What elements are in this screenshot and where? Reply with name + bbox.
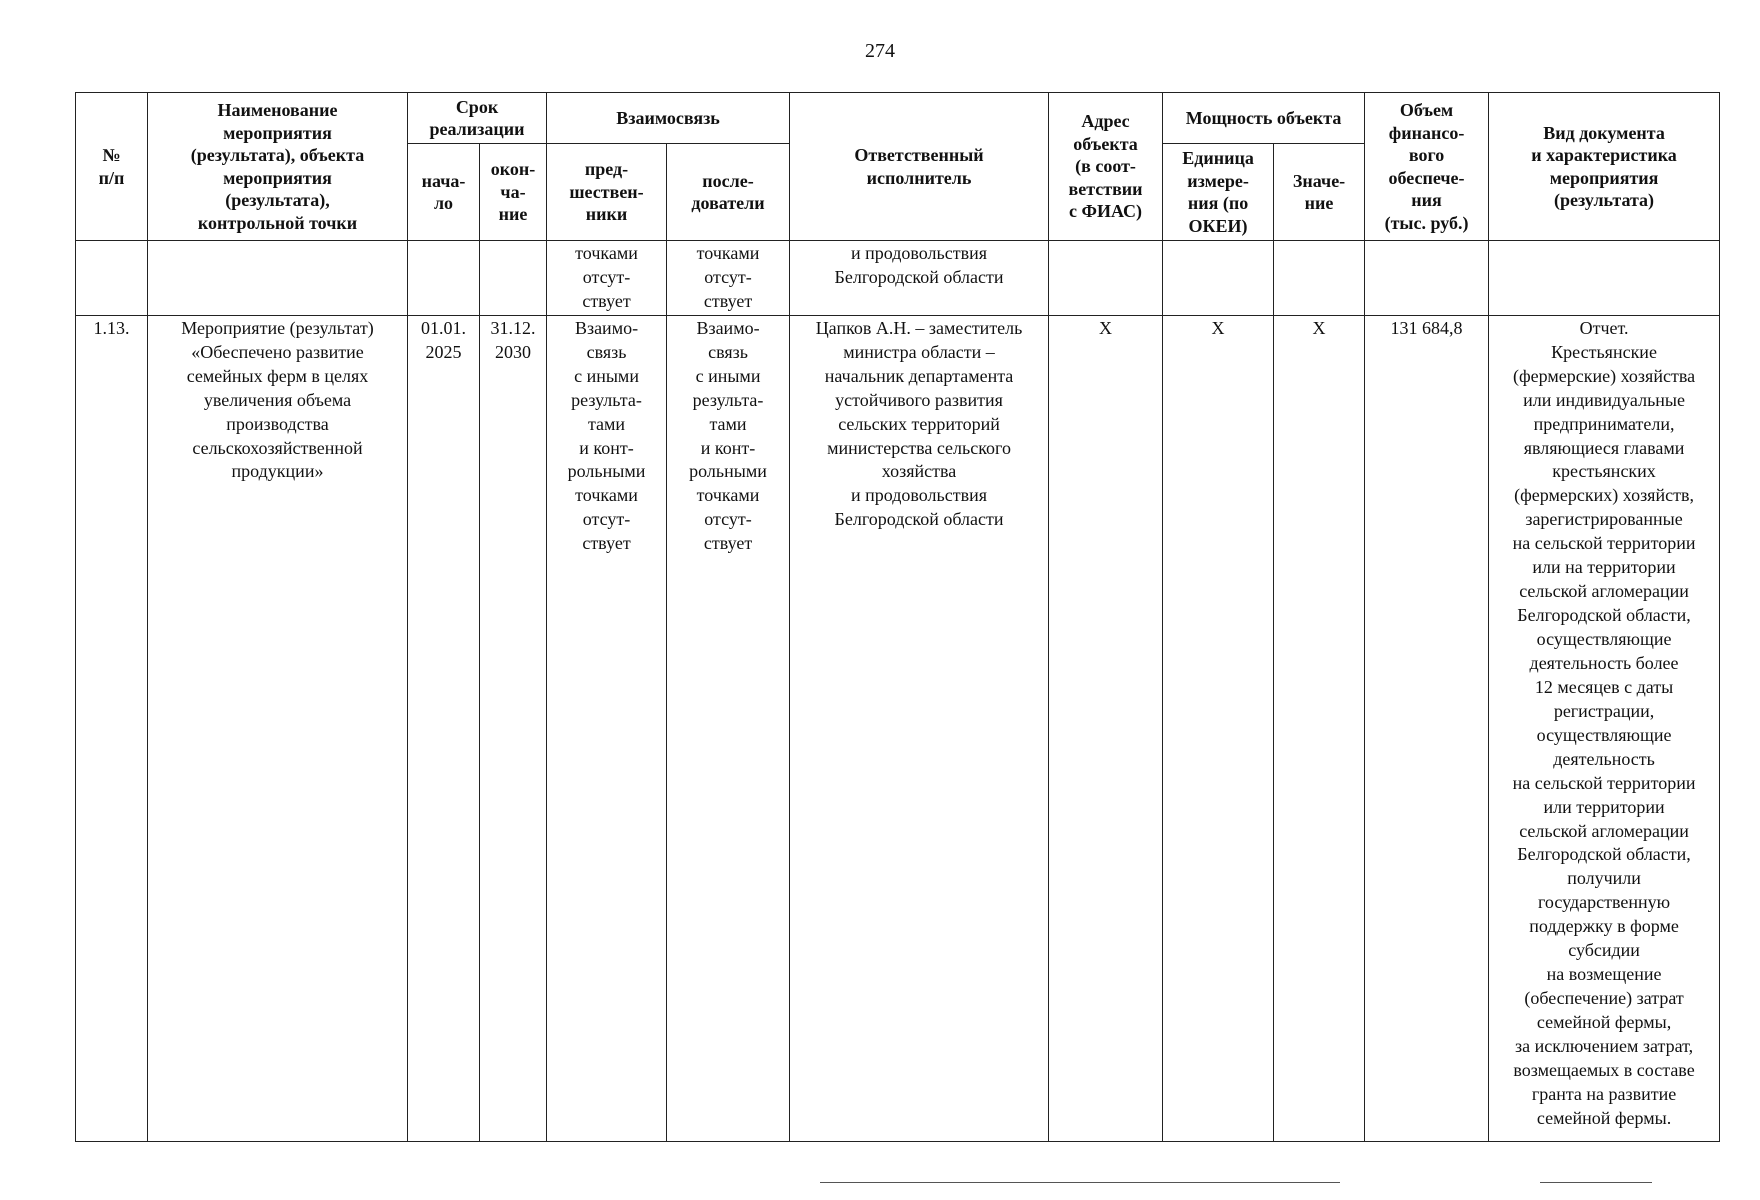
cell-start: 01.01. 2025 [408, 315, 480, 1141]
cell-address [1049, 241, 1163, 316]
cell-successors: точками отсут- ствует [667, 241, 790, 316]
header-successors: после- дователи [667, 144, 790, 241]
cell-responsible: и продовольствия Белгородской области [790, 241, 1049, 316]
table-row-continuation [76, 241, 1720, 316]
header-period-end: окон- ча- ние [480, 144, 547, 241]
header-relation: Взаимосвязь [547, 93, 790, 144]
cell-start [408, 241, 480, 316]
header-num: № п/п [76, 93, 148, 241]
cell-num: 1.13. [76, 315, 148, 1141]
cell-doc-type [1489, 241, 1720, 316]
table-row-1-13 [76, 315, 1720, 1141]
cell-responsible: Цапков А.Н. – заместитель министра области – начальник департамента устойчивого развития сельских территорий министерства сельского хозяйства и продовольствия Белгородской области [790, 315, 1049, 1141]
table-header [76, 93, 1720, 241]
cell-finance: 131 684,8 [1365, 315, 1489, 1141]
header-doc-type: Вид документа и характеристика мероприятия (результата) [1489, 93, 1720, 241]
cell-end: 31.12. 2030 [480, 315, 547, 1141]
cell-unit [1163, 241, 1274, 316]
cell-doc-type: Отчет. Крестьянские (фермерские) хозяйства или индивидуальные предприниматели, являющиеся главами крестьянских (фермерских) хозяйств, зарегистрированные на сельской территории или на территории сельской агломерации Белгородской области, осуществляющие деятельность более 12 месяцев с даты регистрации, осуществляющие деятельность на сельской территории или территории сельской агломерации Белгородской области, получили государственную поддержку в форме субсидии на возмещение (обеспечение) затрат семейной фермы, за исключением затрат, возмещаемых в составе гранта на развитие семейной фермы. [1489, 315, 1720, 1141]
header-address: Адрес объекта (в соот- ветствии с ФИАС) [1049, 93, 1163, 241]
cell-end [480, 241, 547, 316]
cell-value: X [1274, 315, 1365, 1141]
cell-successors: Взаимо- связь с иными результа- тами и конт- рольными точками отсут- ствует [667, 315, 790, 1141]
cell-value [1274, 241, 1365, 316]
cell-predecessors: Взаимо- связь с иными результа- тами и конт- рольными точками отсут- ствует [547, 315, 667, 1141]
header-capacity: Мощность объекта [1163, 93, 1365, 144]
cell-num [76, 241, 148, 316]
header-finance: Объем финансо- вого обеспече- ния (тыс. руб.) [1365, 93, 1489, 241]
cell-predecessors: точками отсут- ствует [547, 241, 667, 316]
cell-finance [1365, 241, 1489, 316]
activity-plan-table [75, 92, 1720, 1142]
header-value: Значе- ние [1274, 144, 1365, 241]
header-responsible: Ответственный исполнитель [790, 93, 1049, 241]
header-predecessors: пред- шествен- ники [547, 144, 667, 241]
cell-address: X [1049, 315, 1163, 1141]
header-name: Наименование мероприятия (результата), объекта мероприятия (результата), контрольной точки [148, 93, 408, 241]
cell-name: Мероприятие (результат) «Обеспечено развитие семейных ферм в целях увеличения объема производства сельскохозяйственной продукции» [148, 315, 408, 1141]
header-unit: Единица измере- ния (по ОКЕИ) [1163, 144, 1274, 241]
cell-unit: X [1163, 315, 1274, 1141]
header-period: Срок реализации [408, 93, 547, 144]
header-period-start: нача- ло [408, 144, 480, 241]
footer-rule [1540, 1182, 1652, 1183]
footer-rule [820, 1182, 1340, 1183]
page-number: 274 [865, 40, 895, 62]
cell-name [148, 241, 408, 316]
